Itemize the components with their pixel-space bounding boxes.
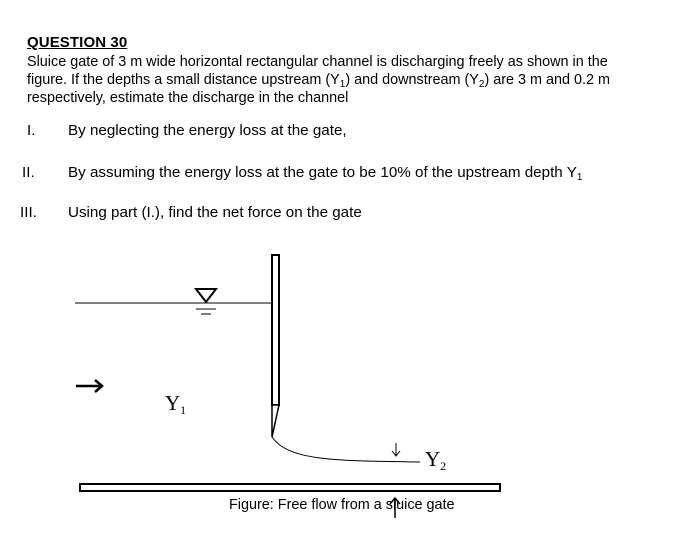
downstream-jet-profile: [272, 437, 420, 462]
part-text-main: By assuming the energy loss at the gate to be 10% of the upstream depth Y: [68, 164, 577, 181]
body-text: figure. If the depths a small distance upstream (Y: [27, 72, 340, 88]
part-subscript: 1: [576, 172, 583, 183]
question-body-line-1: Sluice gate of 3 m wide horizontal rectangular channel is discharging freely as shown in the: [27, 54, 608, 70]
downstream-depth-label: [425, 447, 446, 472]
part-number: II.: [22, 164, 35, 181]
question-body-line-3: respectively, estimate the discharge in the channel: [27, 90, 349, 106]
flow-direction-arrow: [76, 380, 102, 392]
channel-bed: [80, 484, 500, 491]
subscript-2: 2: [478, 79, 485, 90]
label-subscript: 2: [440, 459, 447, 473]
part-text: By neglecting the energy loss at the gate,: [68, 122, 347, 139]
water-surface-symbol: [196, 289, 216, 314]
label-y: Y: [165, 391, 181, 415]
part-number: I.: [27, 122, 36, 139]
label-subscript: 1: [180, 403, 187, 417]
sluice-gate: [272, 255, 279, 437]
part-text: Using part (I.), find the net force on the gate: [68, 204, 362, 221]
upstream-depth-label: [165, 391, 186, 416]
subscript-1: 1: [339, 79, 346, 90]
label-y: Y: [425, 447, 441, 471]
downstream-depth-arrow: [392, 443, 400, 456]
question-title: QUESTION 30: [27, 34, 128, 51]
part-number: III.: [20, 204, 37, 221]
body-text: ) are 3 m and 0.2 m: [484, 72, 611, 88]
figure-caption: Figure: Free flow from a sluice gate: [229, 497, 455, 513]
body-text: ) and downstream (Y: [345, 72, 479, 88]
